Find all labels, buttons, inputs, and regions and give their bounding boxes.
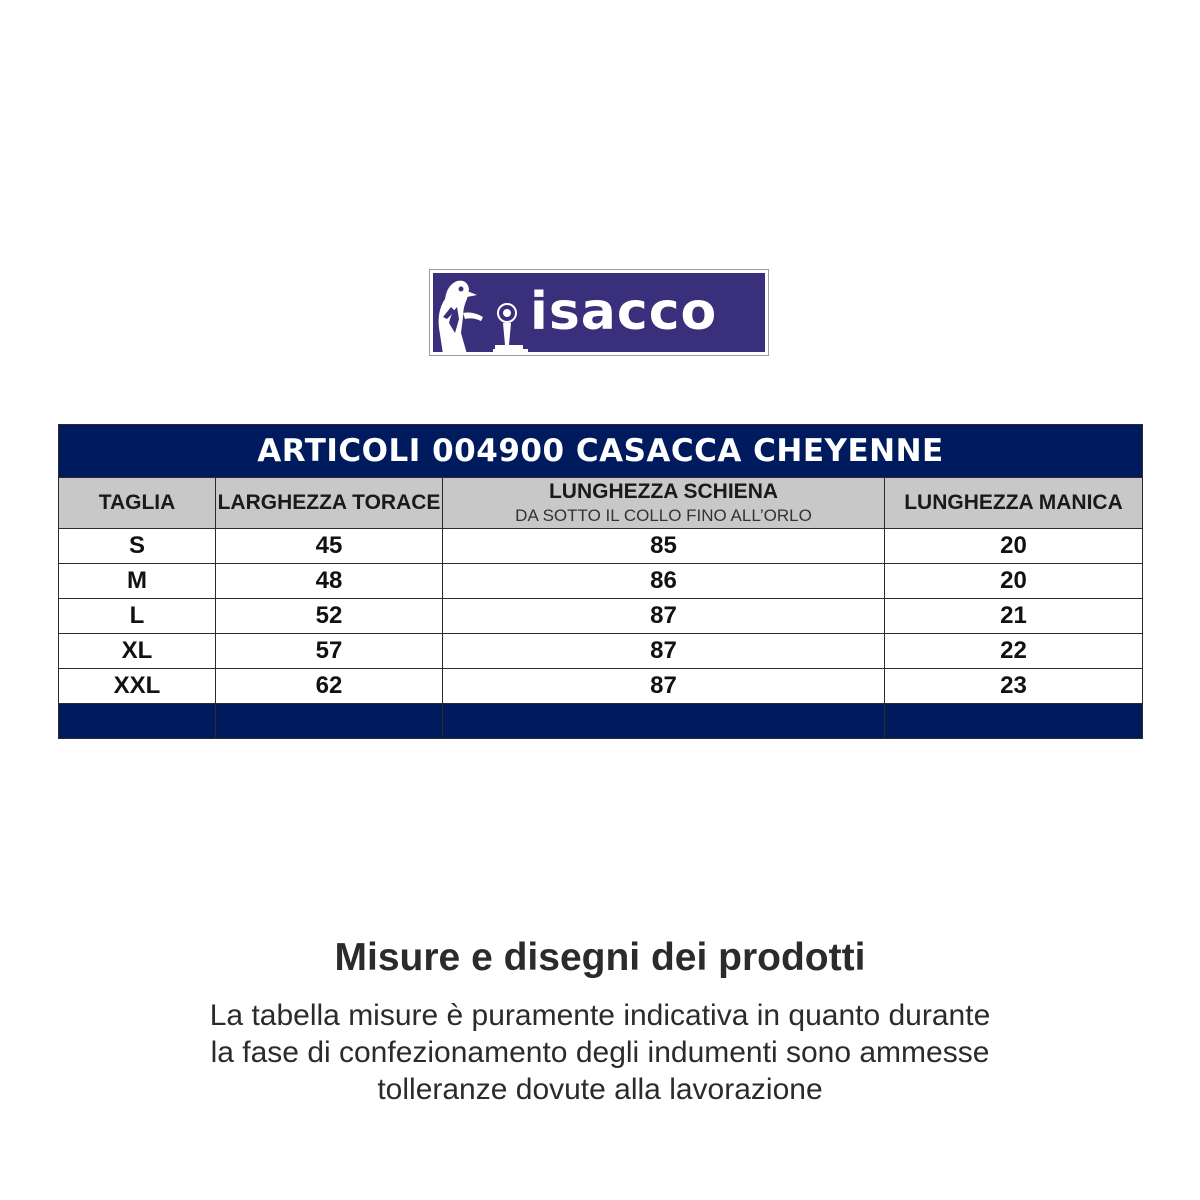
- cell-back-length: 86: [443, 564, 885, 599]
- header-label: LUNGHEZZA SCHIENA: [548, 480, 779, 503]
- cell-size: S: [59, 529, 216, 564]
- header-label: LARGHEZZA TORACE: [217, 491, 441, 514]
- cell-sleeve-length: 20: [885, 529, 1143, 564]
- cell-sleeve-length: 20: [885, 564, 1143, 599]
- cell-chest-width: 57: [216, 634, 443, 669]
- cell-sleeve-length: 22: [885, 634, 1143, 669]
- table-header-row: [59, 478, 1143, 529]
- cell-sleeve-length: 23: [885, 669, 1143, 704]
- cell-chest-width: 48: [216, 564, 443, 599]
- size-table: [58, 424, 1143, 739]
- cell-back-length: 85: [443, 529, 885, 564]
- table-row: [59, 669, 1143, 704]
- table-row: [59, 634, 1143, 669]
- header-sublabel: DA SOTTO IL COLLO FINO ALL’ORLO: [515, 506, 812, 525]
- brand-logo: [429, 269, 769, 356]
- caption-line: la fase di confezionamento degli indumenti sono ammesse: [210, 1036, 990, 1069]
- header-label: LUNGHEZZA MANICA: [904, 491, 1123, 514]
- table-title-row: [59, 425, 1143, 478]
- caption-line: La tabella misure è puramente indicativa in quanto durante: [209, 999, 991, 1032]
- cell-size: M: [59, 564, 216, 599]
- footer-cell: [59, 704, 216, 739]
- cell-chest-width: 52: [216, 599, 443, 634]
- header-larghezza-torace: [216, 478, 443, 529]
- header-taglia: [59, 478, 216, 529]
- cell-sleeve-length: 21: [885, 599, 1143, 634]
- caption-line: tolleranze dovute alla lavorazione: [377, 1073, 823, 1106]
- cell-size: L: [59, 599, 216, 634]
- cell-size: XXL: [59, 669, 216, 704]
- brand-name: isacco: [530, 282, 718, 342]
- caption-body: [140, 997, 1060, 1108]
- caption-title: Misure e disegni dei prodotti: [334, 936, 866, 979]
- table-row: [59, 564, 1143, 599]
- header-lunghezza-schiena: [443, 478, 885, 529]
- cell-size: XL: [59, 634, 216, 669]
- cell-chest-width: 62: [216, 669, 443, 704]
- cell-back-length: 87: [443, 599, 885, 634]
- footer-cell: [443, 704, 885, 739]
- header-label: TAGLIA: [98, 491, 176, 514]
- footer-cell: [216, 704, 443, 739]
- cell-back-length: 87: [443, 669, 885, 704]
- cell-chest-width: 45: [216, 529, 443, 564]
- cell-back-length: 87: [443, 634, 885, 669]
- table-row: [59, 529, 1143, 564]
- penguin-tailor-icon: [433, 273, 528, 352]
- table-title: ARTICOLI 004900 CASACCA CHEYENNE: [59, 425, 1143, 478]
- table-row: [59, 599, 1143, 634]
- table-footer-row: [59, 704, 1143, 739]
- footer-cell: [885, 704, 1143, 739]
- header-lunghezza-manica: [885, 478, 1143, 529]
